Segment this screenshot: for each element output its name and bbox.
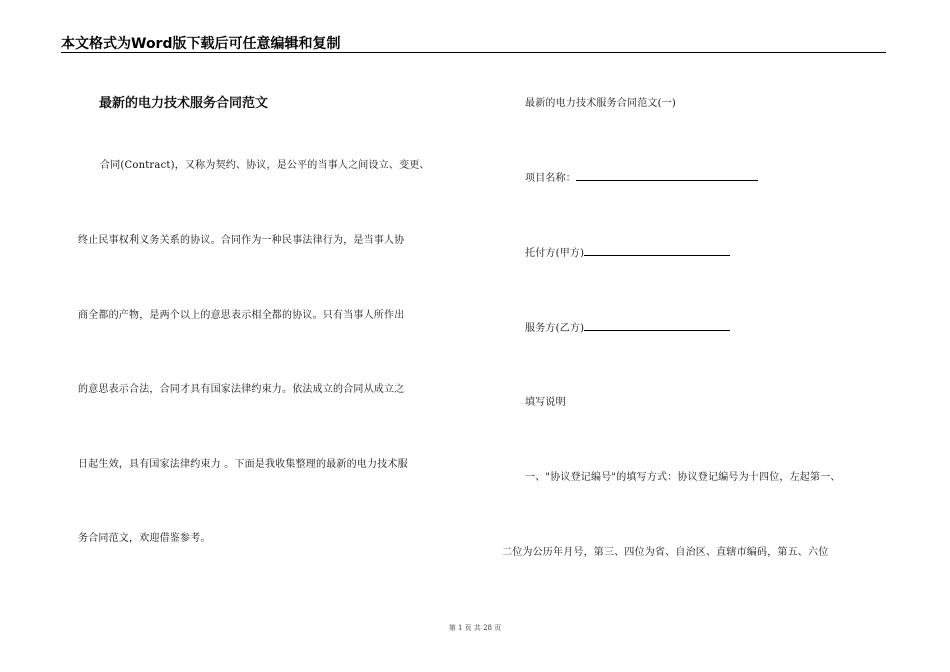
page-number: 第 1 页 共 28 页 xyxy=(448,624,502,632)
body-line-6: 务合同范文，欢迎借鉴参考。 xyxy=(78,533,211,544)
client-label: 托付方(甲方) xyxy=(525,248,585,259)
body-line-3: 商全都的产物，是两个以上的意思表示相全都的协议。只有当事人所作出 xyxy=(78,310,405,321)
contract-heading: 最新的电力技术服务合同范文(一) xyxy=(525,98,677,109)
service-blank xyxy=(584,319,730,331)
note-line-2: 二位为公历年月号，第三、四位为省、自治区、直辖市编码，第五、六位 xyxy=(502,547,829,558)
body-line-5: 日起生效，具有国家法律约束力 。下面是我收集整理的最新的电力技术服 xyxy=(78,459,408,470)
project-name-label: 项目名称： xyxy=(525,173,576,184)
body-line-1: 合同(Contract)，又称为契约、协议，是公平的当事人之间设立、变更、 xyxy=(100,160,430,171)
banner-divider xyxy=(61,52,886,53)
service-label: 服务方(乙方) xyxy=(525,323,585,334)
project-name-row xyxy=(525,169,758,184)
client-row xyxy=(525,244,730,259)
client-blank xyxy=(584,244,730,256)
project-name-blank xyxy=(576,169,758,181)
service-row xyxy=(525,319,730,334)
document-banner: 本文格式为Word版下载后可任意编辑和复制 xyxy=(61,36,341,52)
document-title: 最新的电力技术服务合同范文 xyxy=(99,96,269,111)
body-line-2: 终止民事权利义务关系的协议。合同作为一种民事法律行为，是当事人协 xyxy=(78,235,405,246)
body-line-4: 的意思表示合法，合同才具有国家法律约束力。依法成立的合同从成立之 xyxy=(78,384,405,395)
notes-heading: 填写说明 xyxy=(525,397,566,408)
note-line-1: 一、"协议登记编号"的填写方式：协议登记编号为十四位，左起第一、 xyxy=(525,472,841,483)
